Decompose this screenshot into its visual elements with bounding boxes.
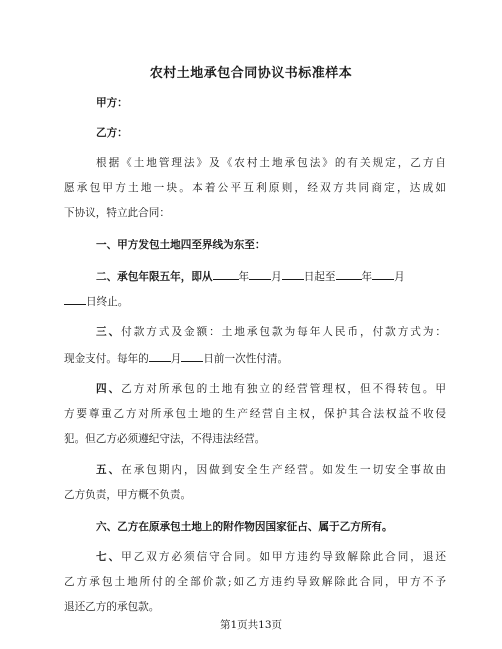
- clause-5-line-1: [96, 464, 446, 476]
- clause-4-line-2: 方要尊重乙方对所承包土地的生产经营自主权，保护其合法权益不收侵: [64, 408, 446, 420]
- page-number-footer: 第1页共13页: [219, 619, 283, 631]
- clause-4-line-3: 犯。但乙方必须遵纪守法，不得违法经营。: [64, 433, 266, 445]
- blank-pay-month: [149, 351, 171, 362]
- clause-5-line-2: 乙方负责，甲方概不负责。: [64, 489, 192, 501]
- clause-2-line-1: [96, 269, 446, 283]
- clause-4-text-a: 乙方对所承包的土地有独立的经营管理权，但不得转包。甲: [121, 383, 446, 395]
- clause-2-text-c: 月: [271, 271, 282, 283]
- clause-6: 六、乙方在原承包土地上的附作物因国家征占、属于乙方所有。: [96, 521, 393, 533]
- document-title: 农村土地承包合同协议书标准样本: [149, 66, 353, 81]
- clause-2-text-a: 二、承包年限五年，即从: [96, 271, 213, 283]
- intro-line-3: 下协议，特立此合同：: [64, 207, 170, 219]
- clause-3-text-a: 付款方式及金额：土地承包款为每年人民币，付款方式为：: [121, 326, 446, 338]
- clause-7-line-3: 退还乙方的承包款。: [64, 601, 160, 613]
- clause-2-text-e: 年: [361, 271, 373, 283]
- blank-pay-day: [181, 351, 203, 362]
- clause-4-line-1: [96, 383, 446, 395]
- blank-end-month: [372, 269, 394, 280]
- blank-end-year: [336, 269, 362, 280]
- clause-7-text-a: 甲乙双方必须信守合同。如甲方违约导致解除此合同，退还: [121, 551, 446, 563]
- blank-start-month: [249, 269, 271, 280]
- clause-3-text-d: 日前一次性付清。: [203, 353, 289, 365]
- party-b-label: 乙方：: [96, 127, 128, 139]
- blank-end-day: [64, 294, 86, 305]
- clause-3-text-b: 现金支付。每年的: [64, 353, 149, 365]
- clause-3-head: 三、: [96, 326, 122, 338]
- clause-2-line-2: [64, 294, 446, 308]
- clause-7-head: 七、: [96, 551, 122, 563]
- clause-7-line-2: 乙方承包土地所付的全部价款;如乙方违约导致解除此合同，甲方不予: [64, 576, 446, 588]
- clause-3-line-1: [96, 326, 446, 338]
- clause-7-line-1: [96, 551, 446, 563]
- clause-3-line-2: [64, 351, 446, 365]
- blank-start-year: [213, 269, 239, 280]
- intro-line-2: 愿承包甲方土地一块。本着公平互利原则，经双方共同商定，达成如: [64, 182, 446, 194]
- clause-5-head: 五、: [96, 464, 122, 476]
- clause-5-text-a: 在承包期内，因做到安全生产经营。如发生一切安全事故由: [121, 464, 446, 476]
- clause-3-text-c: 月: [170, 353, 182, 365]
- clause-2-text-f: 月: [394, 271, 405, 283]
- clause-2-text-d: 日起至: [303, 271, 336, 283]
- clause-1: 一、甲方发包土地四至界线为东至：: [96, 239, 266, 251]
- clause-2-text-b: 年: [238, 271, 250, 283]
- blank-start-day: [282, 269, 304, 280]
- clause-2-text-g: 日终止。: [86, 296, 129, 308]
- intro-line-1: 根据《土地管理法》及《农村土地承包法》的有关规定，乙方自: [96, 157, 446, 169]
- clause-4-head: 四、: [96, 383, 122, 395]
- party-a-label: 甲方：: [96, 97, 128, 109]
